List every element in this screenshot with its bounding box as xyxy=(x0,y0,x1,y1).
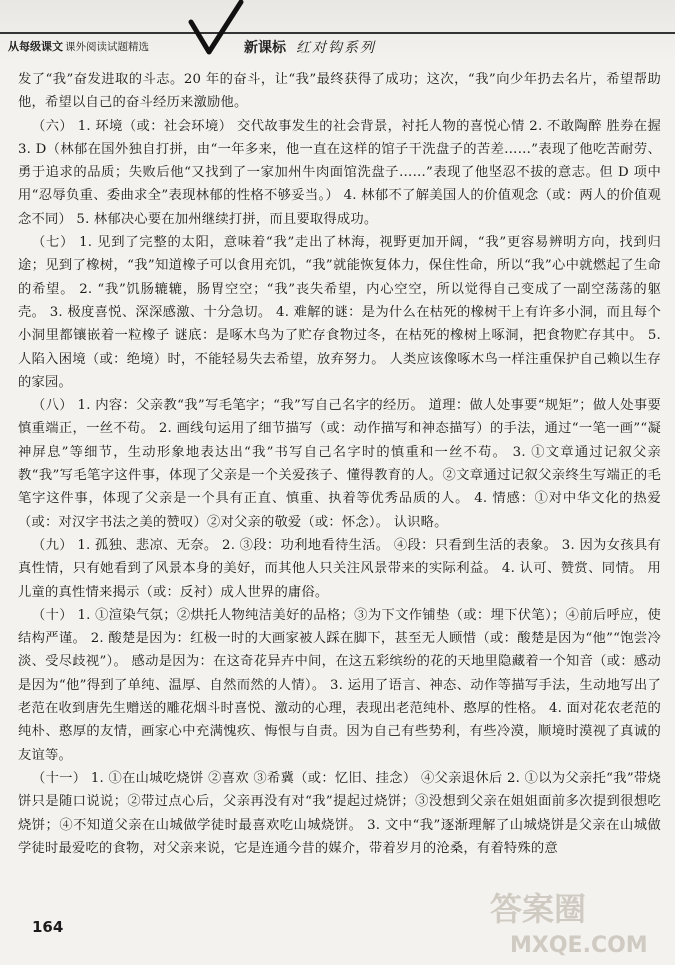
answer-section-10: （十） 1. ①渲染气氛；②烘托人物纯洁美好的品格；③为下文作铺垫（或：埋下伏笔）；④前后呼应，使结构严谨。 2. 酸楚是因为：红极一时的大画家被人踩在脚下，甚至无人顾惜（或：酸楚是因为“他”“饱尝冷淡、受尽歧视”）。 感动是因为：在这奇花异卉中间，在这五彩缤纷的花的天地里隐藏着一个知音（或：感动是因为“他”得到了单纯、温厚、自然而然的人情）。 3. 运用了语言、神态、动作等描写手法，生动地写出了老范在收到唐先生赠送的雕花烟斗时喜悦、激动的心理，表现出老范纯朴、憨厚的性格。 4. 面对花农老范的纯朴、憨厚的友情，画家心中充满愧疚、悔恨与自责。因为自己有些势利，有些冷漠，顺境时漠视了真诚的友谊等。 xyxy=(18,607,661,763)
answer-paragraph: 发了“我”奋发进取的斗志。20 年的奋斗，让“我”最终获得了成功；这次，“我”向少年扔去名片，希望帮助他，希望以自己的奋斗经历来激励他。 xyxy=(18,72,661,111)
answer-section-7: （七） 1. 见到了完整的太阳，意味着“我”走出了林海，视野更加开阔，“我”更容易辨明方向，找到归途；见到了橡树，“我”知道橡子可以食用充饥，“我”就能恢复体力，保住性命，所以“我”心中就燃起了生命的希望。 2. “我”饥肠辘辘，肠胃空空；“我”丧失希望，内心空空，所以觉得自己变成了一副空荡荡的躯壳。 3. 极度喜悦、深深感激、十分急切。 4. 难解的谜：是为什么在枯死的橡树干上有许多小洞，而且每个小洞里都镶嵌着一粒橡子 谜底：是啄木鸟为了贮存食物过冬，在枯死的橡树上啄洞，把食物贮存其中。 5. 人陷入困境（或：绝境）时，不能轻易失去希望，放弃努力。 人类应该像啄木鸟一样注重保护自己赖以生存的家园。 xyxy=(18,235,661,390)
series-new-curriculum: 新课标 xyxy=(244,40,286,56)
series-title-sub: 课外阅读试题精选 xyxy=(65,41,149,53)
svg-text:MXQE.COM: MXQE.COM xyxy=(510,933,648,958)
header-rule xyxy=(0,32,675,34)
series-red-check: 红对钩系列 xyxy=(296,40,376,56)
answer-text xyxy=(18,68,661,860)
answer-section-9: （九） 1. 孤独、悲凉、无奈。 2. ③段：功利地看待生活。 ④段：只看到生活的表象。 3. 因为女孩具有真性情，只有她看到了风景本身的美好，而其他人只关注风景带来的实际利益。 4. 认可、赞赏、同情。 用儿童的真性情来揭示（或：反衬）成人世界的庸俗。 xyxy=(18,537,661,600)
series-title-right xyxy=(244,37,376,57)
page-header xyxy=(0,0,675,62)
series-title-left xyxy=(8,38,149,54)
watermark-logo-icon xyxy=(480,880,670,960)
checkmark-icon xyxy=(185,0,245,60)
answer-section-8: （八） 1. 内容：父亲教“我”写毛笔字；“我”写自己名字的经历。 道理：做人处事要“规矩”；做人处事要慎重端正，一丝不苟。 2. 画线句运用了细节描写（或：动作描写和神态描写）的手法，通过“一笔一画”“凝神屏息”等细节，生动形象地表达出“我”书写自己名字时的慎重和一丝不苟。 3. ①文章通过记叙父亲教“我”写毛笔字这件事，体现了父亲是一个关爱孩子、懂得教育的人。②文章通过记叙父亲终生写端正的毛笔字这件事，体现了父亲是一个具有正直、慎重、执着等优秀品质的人。 4. 情感：①对中华文化的热爱（或：对汉字书法之美的赞叹）②对父亲的敬爱（或：怀念）。 认识略。 xyxy=(18,398,661,530)
page-number: 164 xyxy=(32,918,64,936)
answer-section-6: （六） 1. 环境（或：社会环境） 交代故事发生的社会背景，衬托人物的喜悦心情 2. 不敢陶醉 胜券在握 3. D（林郁在国外独自打拼，由“一年多来，他一直在这样的馆子干洗盘子的苦差……”表现了他吃苦耐劳、勇于追求的品质；失败后他“又找到了一家加州牛肉面馆洗盘子……”表现了他坚忍不拔的意志。但 D 项中用“忍辱负重、委曲求全”表现林郁的性格不够妥当。） 4. 林郁不了解美国人的价值观念（或：两人的价值观念不同） 5. 林郁决心要在加州继续打拼，而且要取得成功。 xyxy=(18,118,661,227)
series-title-main: 从每级课文 xyxy=(8,40,63,53)
svg-text:答案圈: 答案圈 xyxy=(490,890,587,928)
answer-section-11: （十一） 1. ①在山城吃烧饼 ②喜欢 ③希冀（或：忆旧、挂念） ④父亲退休后 2. ①以为父亲托“我”带烧饼只是随口说说；②带过点心后，父亲再没有对“我”提起过烧饼；③没想到父亲在姐姐面前多次提到很想吃烧饼；④不知道父亲在山城做学徒时最喜欢吃山城烧饼。 3. 文中“我”逐渐理解了山城烧饼是父亲在山城做学徒时最爱吃的食物，对父亲来说，它是连通今昔的媒介，带着岁月的沧桑，有着特殊的意 xyxy=(18,770,661,856)
